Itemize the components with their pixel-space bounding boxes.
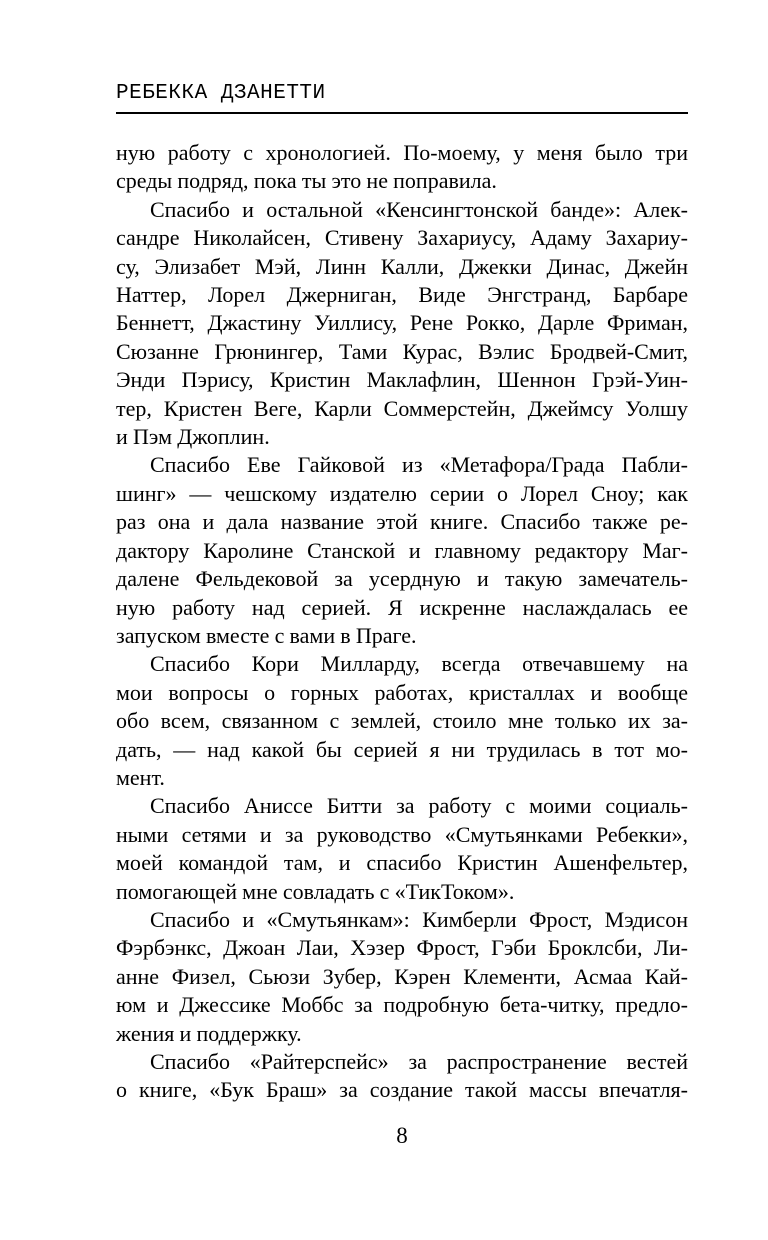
text-line: Фэрбэнкс, Джоан Лаи, Хэзер Фрост, Гэби Броклсби, Ли- [116, 935, 688, 961]
text-line: Спасибо Еве Гайковой из «Метафора/Града Пабли- [150, 452, 688, 478]
text-line: обо всем, связанном с землей, стоило мне только их за- [116, 708, 688, 734]
text-line: Спасибо Аниссе Битти за работу с моими социаль- [150, 793, 688, 819]
text-line: мои вопросы о горных работах, кристаллах и вообще [116, 679, 688, 705]
text-line: ную работу с хронологией. По-моему, у меня было три [116, 140, 688, 165]
text-line: о книге, «Бук Браш» за создание такой массы впечатля- [116, 1077, 688, 1103]
text-line: помогающей мне совладать с «ТикТоком». [116, 878, 515, 904]
text-line: дать, — над какой бы серией я ни трудилась в тот мо- [116, 736, 688, 762]
paragraph [116, 139, 688, 196]
text-line: сандре Николайсен, Стивену Захариусу, Адаму Захариу- [116, 225, 688, 251]
paragraph [116, 792, 688, 906]
running-head-author: РЕБЕККА ДЗАНЕТТИ [116, 82, 326, 105]
text-line: ную работу над серией. Я искренне наслаждалась ее [116, 594, 688, 620]
page-number: 8 [396, 1123, 408, 1148]
text-line: среды подряд, пока ты это не поправила. [116, 168, 497, 194]
paragraph [116, 196, 688, 452]
text-line: Спасибо «Райтерспейс» за распространение вестей [150, 1049, 688, 1074]
text-line: ными сетями и за руководство «Смутьянками Ребекки», [116, 821, 688, 847]
paragraph [116, 1048, 688, 1105]
text-line: далене Фельдековой за усердную и такую замечатель- [116, 566, 688, 592]
text-line: Энди Пэрису, Кристин Маклафлин, Шеннон Грэй-Уин- [116, 367, 688, 393]
text-line: мент. [116, 764, 165, 790]
text-line: Спасибо Кори Милларду, всегда отвечавшему на [150, 651, 688, 677]
text-line: Наттер, Лорел Джерниган, Виде Энгстранд, Барбаре [116, 282, 688, 308]
text-line: жения и поддержку. [116, 1020, 302, 1046]
text-line: Спасибо и «Смутьянкам»: Кимберли Фрост, Мэдисон [150, 906, 688, 932]
text-line: Спасибо и остальной «Кенсингтонской банде»: Алек- [150, 196, 688, 222]
paragraph [116, 906, 688, 1048]
paragraph [116, 650, 688, 792]
text-line: запуском вместе с вами в Праге. [116, 622, 417, 648]
text-line: Сюзанне Грюнингер, Тами Курас, Вэлис Бродвей-Смит, [116, 338, 688, 364]
text-line: моей командой там, и спасибо Кристин Ашенфельтер, [116, 850, 688, 876]
text-line: су, Элизабет Мэй, Линн Калли, Джекки Динас, Джейн [116, 253, 688, 279]
text-line: юм и Джессике Моббс за подробную бета-читку, предло- [116, 992, 688, 1018]
paragraph [116, 451, 688, 650]
text-line: дактору Каролине Станской и главному редактору Маг- [116, 537, 688, 563]
text-line: анне Физел, Сьюзи Зубер, Кэрен Клементи, Асмаа Кай- [116, 963, 688, 989]
text-line: тер, Кристен Веге, Карли Соммерстейн, Джеймсу Уолшу [116, 395, 688, 421]
header-rule [116, 112, 688, 114]
text-line: Беннетт, Джастину Уиллису, Рене Рокко, Дарле Фриман, [116, 310, 688, 336]
text-line: раз она и дала название этой книге. Спасибо также ре- [116, 509, 688, 535]
text-line: и Пэм Джоплин. [116, 424, 270, 450]
page-body [116, 139, 688, 1105]
text-line: шинг» — чешскому издателю серии о Лорел Сноу; как [116, 480, 688, 506]
